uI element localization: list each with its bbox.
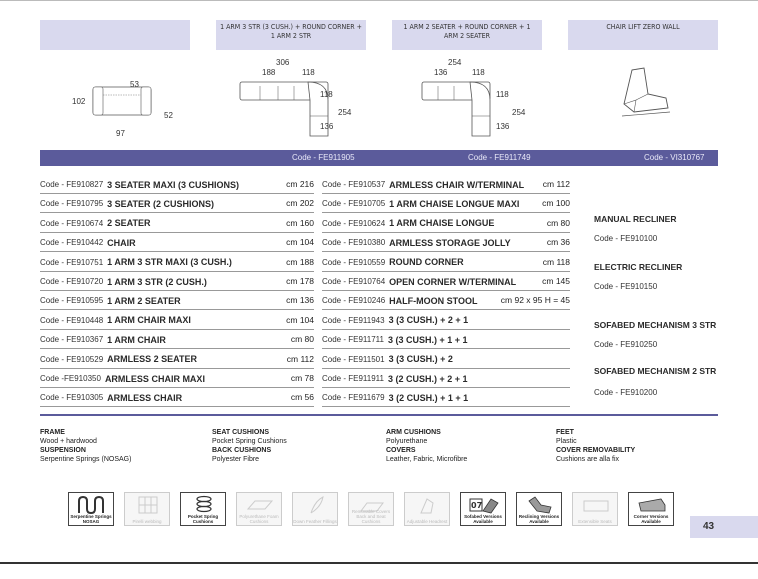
row-divider (322, 290, 570, 291)
row-size: cm 136 (286, 295, 314, 306)
dim-single-width: 97 (116, 129, 125, 138)
row-name: ARMLESS CHAIR (107, 392, 183, 403)
row-code: Code - FE910448 (40, 315, 104, 325)
mid-table-row (322, 313, 570, 328)
row-code: Code - FE910595 (40, 296, 104, 306)
left-table-row (40, 274, 314, 289)
row-size: cm 178 (286, 276, 314, 286)
feet-value: Plastic (556, 438, 577, 445)
feature-label: Reclining Versions Available (518, 514, 560, 524)
row-code: Code - FE910559 (322, 257, 386, 267)
chair-lift-diagram (614, 64, 674, 120)
feature-label: Pocket Spring Cushions (187, 514, 219, 524)
row-name: ARMLESS 2 SEATER (107, 354, 198, 365)
mid-table-row (322, 235, 570, 250)
feature-label: Down Feather Fillings (293, 519, 337, 524)
dim-combo2-total: 254 (448, 58, 462, 67)
row-size: cm 188 (286, 256, 314, 267)
removable-covers-feature (348, 492, 394, 526)
dim-combo2-side: 254 (512, 108, 526, 117)
row-size: cm 92 x 95 H = 45 (500, 295, 570, 306)
feature-label: Pirelli webbing (132, 519, 162, 524)
pirelli-webbing-feature (124, 492, 170, 526)
row-size: cm 80 (546, 217, 570, 228)
row-name: 1 ARM CHAIR MAXI (107, 315, 191, 326)
row-code: Code - FE911911 (322, 374, 384, 383)
row-code: Code -FE910350 (40, 374, 101, 383)
row-code: Code - FE910674 (40, 218, 104, 228)
row-size: cm 112 (542, 179, 570, 189)
right-title-1: MANUAL RECLINER (594, 214, 677, 224)
row-divider (322, 232, 570, 233)
row-code: Code - FE910305 (40, 393, 104, 403)
header-box-1 (40, 20, 190, 50)
mid-table-row (322, 352, 570, 367)
seat-cushions-value: Pocket Spring Cushions (212, 438, 287, 445)
row-name: CHAIR (107, 237, 136, 248)
left-table-row (40, 352, 314, 367)
row-divider (40, 290, 314, 291)
sofabed-feature (460, 492, 506, 526)
row-divider (322, 406, 570, 407)
row-divider (40, 232, 314, 233)
mid-table-row (322, 293, 570, 308)
row-name: 3 SEATER (2 CUSHIONS) (107, 198, 215, 209)
materials-col-2 (212, 428, 287, 464)
row-size: cm 202 (286, 198, 314, 209)
row-name: 3 (2 CUSH.) + 1 + 1 (388, 392, 469, 403)
row-divider (322, 329, 570, 330)
row-name: 1 ARM CHAIR (107, 334, 166, 345)
frame-value: Wood + hardwood (40, 438, 97, 445)
row-size: cm 112 (286, 353, 314, 364)
right-code-2: Code - FE910150 (594, 282, 658, 291)
left-table-row (40, 371, 314, 386)
row-code: Code - FE910624 (322, 218, 386, 228)
right-code-4: Code - FE910200 (594, 388, 658, 397)
row-name: HALF-MOON STOOL (389, 295, 478, 306)
row-name: 1 ARM CHAISE LONGUE (389, 218, 495, 229)
dim-combo2-right: 118 (472, 68, 485, 77)
row-code: Code - FE910827 (40, 180, 104, 189)
row-size: cm 36 (546, 237, 570, 248)
row-name: 3 (3 CUSH.) + 1 + 1 (387, 334, 468, 345)
dim-combo1-depth: 118 (320, 90, 333, 99)
row-name: OPEN CORNER W/TERMINAL (389, 276, 517, 287)
left-table-row (40, 177, 314, 192)
row-name: 1 ARM CHAISE LONGUE MAXI (389, 198, 520, 209)
materials-col-4 (556, 428, 635, 464)
code-chair-lift: Code - VI310767 (644, 153, 705, 162)
code-bar (40, 150, 718, 166)
row-size: cm 118 (542, 256, 570, 267)
row-divider (322, 271, 570, 272)
row-divider (40, 387, 314, 388)
right-title-3: SOFABED MECHANISM 3 STR (594, 320, 717, 330)
combo2-diagram (420, 78, 496, 140)
row-name: ROUND CORNER (389, 257, 464, 268)
row-code: Code - FE910380 (322, 238, 386, 248)
code-combo2: Code - FE911749 (468, 153, 531, 162)
row-code: Code - FE910246 (322, 296, 386, 306)
row-divider (40, 309, 314, 310)
row-code: Code - FE911501 (322, 354, 385, 364)
mid-table-row (322, 390, 570, 405)
row-divider (322, 387, 570, 388)
left-table-row (40, 196, 314, 211)
suspension-title: SUSPENSION (40, 447, 86, 454)
frame-title: FRAME (40, 429, 65, 436)
row-divider (40, 406, 314, 407)
feature-label: Adjustable Headrest (406, 519, 448, 524)
row-size: cm 100 (542, 198, 570, 209)
row-size: cm 160 (286, 217, 314, 228)
row-divider (40, 193, 314, 194)
serpentine-springs-feature (68, 492, 114, 526)
row-code: Code - FE911711 (322, 335, 384, 345)
down-feather-feature (292, 492, 338, 526)
dim-combo1-arm: 136 (320, 122, 334, 131)
removability-value: Cushions are alla fix (556, 456, 620, 463)
left-table-row (40, 332, 314, 347)
code-combo1: Code - FE911905 (292, 153, 355, 162)
dim-combo1-side: 254 (338, 108, 352, 117)
row-name: 1 ARM 2 SEATER (107, 295, 181, 306)
row-size: cm 216 (286, 179, 314, 189)
polyurethane-foam-feature (236, 492, 282, 526)
covers-value: Leather, Fabric, Microfibre (386, 456, 468, 463)
row-code: Code - FE911679 (322, 393, 385, 403)
dim-combo1-left: 188 (262, 68, 276, 77)
row-divider (322, 348, 570, 349)
row-name: 3 (3 CUSH.) + 2 (388, 354, 453, 365)
row-size: cm 104 (286, 237, 314, 248)
arm-cushions-title: ARM CUSHIONS (386, 429, 441, 436)
svg-text:07: 07 (471, 501, 483, 510)
suspension-value: Serpentine Springs (NOSAG) (40, 456, 132, 463)
dim-combo2-arm: 136 (496, 122, 510, 131)
feet-title: FEET (556, 429, 574, 436)
row-code: Code - FE910529 (40, 354, 104, 364)
dim-single-height: 102 (72, 97, 86, 106)
row-name: 3 SEATER MAXI (3 CUSHIONS) (107, 179, 240, 190)
left-table-row (40, 313, 314, 328)
seat-cushions-title: SEAT CUSHIONS (212, 429, 270, 436)
removability-title: COVER REMOVABILITY (556, 447, 636, 454)
right-code-3: Code - FE910250 (594, 340, 658, 349)
row-size: cm 145 (542, 276, 570, 286)
row-code: Code - FE910764 (322, 277, 386, 286)
mid-table-row (322, 255, 570, 270)
mid-table-row (322, 332, 570, 347)
row-code: Code - FE910367 (40, 335, 104, 345)
row-divider (322, 212, 570, 213)
back-cushions-title: BACK CUSHIONS (212, 447, 272, 454)
left-table-row (40, 390, 314, 405)
arm-cushions-value: Polyurethane (386, 438, 428, 445)
dim-single-seat: 52 (164, 111, 173, 120)
left-table-row (40, 293, 314, 308)
row-code: Code - FE910795 (40, 199, 104, 209)
row-name: ARMLESS CHAIR MAXI (104, 373, 205, 384)
row-size: cm 56 (290, 392, 314, 403)
extensible-seats-feature (572, 492, 618, 526)
row-name: 2 SEATER (107, 218, 151, 229)
feature-label: Serpentine Springs NOSAG (70, 514, 112, 524)
mid-table-row (322, 274, 570, 289)
header-label-2: 1 ARM 3 STR (3 CUSH.) + ROUND CORNER + 1 ARM 2 STR (220, 23, 362, 40)
row-divider (322, 251, 570, 252)
dim-combo2-left: 136 (434, 68, 448, 77)
right-title-2: ELECTRIC RECLINER (594, 262, 683, 272)
row-code: Code - FE910537 (322, 180, 386, 189)
header-label-3: 1 ARM 2 SEATER + ROUND CORNER + 1 ARM 2 SEATER (403, 23, 531, 40)
row-divider (322, 368, 570, 369)
mid-table-row (322, 371, 570, 386)
covers-title: COVERS (386, 447, 416, 454)
row-size: cm 78 (290, 373, 314, 383)
row-name: ARMLESS CHAIR W/TERMINAL (389, 179, 525, 190)
mid-table-row (322, 216, 570, 231)
materials-col-3 (386, 428, 467, 464)
feature-label: Extensible Seats (578, 519, 612, 524)
left-table-row (40, 255, 314, 270)
row-code: Code - FE910442 (40, 238, 104, 248)
row-name: 1 ARM 3 STR (2 CUSH.) (107, 276, 207, 287)
right-code-1: Code - FE910100 (594, 234, 658, 243)
row-size: cm 80 (290, 334, 314, 345)
header-label-4: CHAIR LIFT ZERO WALL (606, 23, 680, 31)
page-number: 43 (703, 521, 715, 532)
row-code: Code - FE911943 (322, 315, 385, 325)
row-name: 1 ARM 3 STR MAXI (3 CUSH.) (107, 257, 232, 268)
row-size: cm 104 (286, 314, 314, 325)
pocket-spring-feature (180, 492, 226, 526)
row-name: ARMLESS STORAGE JOLLY (389, 237, 511, 248)
feature-label: Corner Versions Available (633, 514, 669, 524)
row-divider (40, 348, 314, 349)
row-name: 3 (2 CUSH.) + 2 + 1 (387, 373, 468, 384)
single-seat-diagram (92, 86, 152, 116)
row-name: 3 (3 CUSH.) + 2 + 1 (388, 315, 469, 326)
top-rule (0, 0, 758, 1)
feature-label: Sofabed Versions Available (464, 514, 502, 524)
mid-table-row (322, 196, 570, 211)
row-divider (322, 193, 570, 194)
bottom-rule (0, 562, 758, 564)
feature-label: Removable Covers Back and Seat Cushions (351, 509, 391, 524)
row-code: Code - FE910705 (322, 199, 386, 209)
right-title-4: SOFABED MECHANISM 2 STR (594, 366, 717, 376)
adjustable-headrest-feature (404, 492, 450, 526)
row-divider (40, 368, 314, 369)
row-code: Code - FE910751 (40, 257, 104, 267)
dim-combo2-depth: 118 (496, 90, 509, 99)
row-divider (40, 251, 314, 252)
row-divider (40, 329, 314, 330)
back-cushions-value: Polyester Fibre (212, 456, 260, 463)
mid-table-row (322, 177, 570, 192)
row-divider (40, 271, 314, 272)
materials-col-1 (40, 428, 131, 464)
dim-single-back: 53 (130, 80, 139, 89)
row-divider (40, 212, 314, 213)
reclining-feature (516, 492, 562, 526)
row-code: Code - FE910720 (40, 277, 104, 286)
dim-combo1-total: 306 (276, 58, 290, 67)
feature-label: Polyurethane Foam Cushions (239, 514, 279, 524)
dim-combo1-right: 118 (302, 68, 315, 77)
left-table-row (40, 235, 314, 250)
left-table-row (40, 216, 314, 231)
row-divider (322, 309, 570, 310)
section-separator (40, 414, 718, 416)
corner-versions-feature (628, 492, 674, 526)
page-tab (690, 516, 758, 538)
